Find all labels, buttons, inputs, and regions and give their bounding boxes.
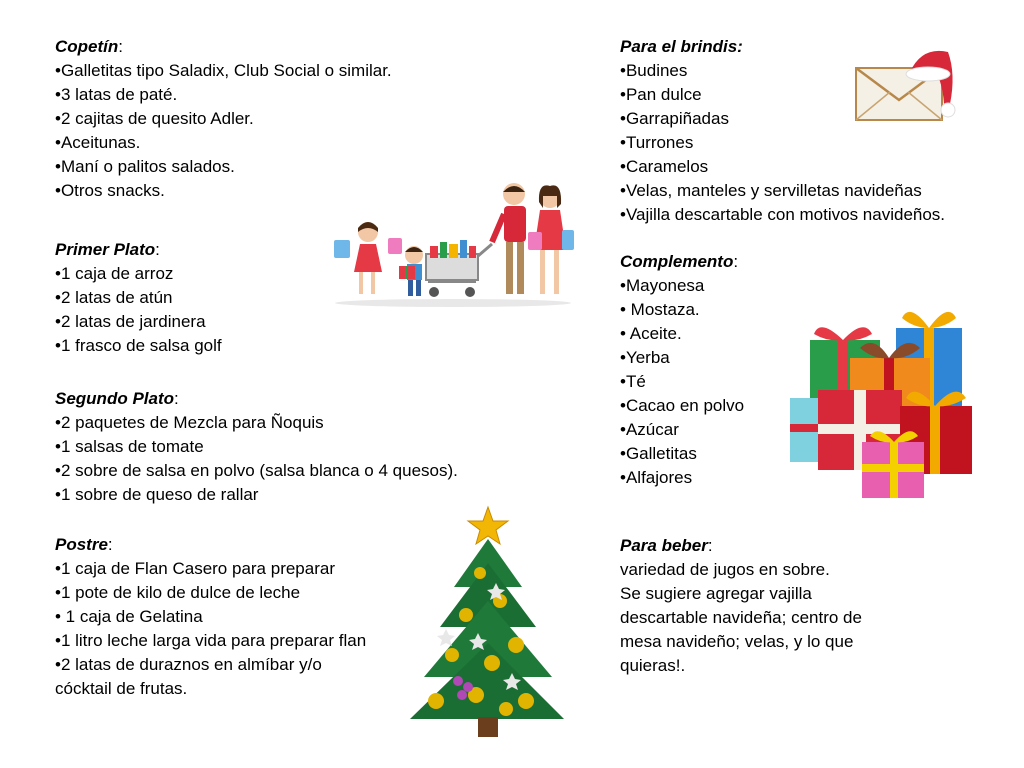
text-line: descartable navideña; centro de [620,608,862,627]
list-item: •Aceitunas. [55,133,141,152]
section-title: Para beber: [620,536,713,555]
text-line: variedad de jugos en sobre. [620,560,830,579]
section-title: Segundo Plato: [55,389,179,408]
list-item: •Otros snacks. [55,181,165,200]
list-item: •2 cajitas de quesito Adler. [55,109,254,128]
gift-pile-illustration [790,298,980,502]
list-item: •1 frasco de salsa golf [55,336,222,355]
list-item: •Galletitas [620,444,697,463]
section-beber [620,534,862,678]
list-item: •1 caja de arroz [55,264,174,283]
list-item: • Mostaza. [620,300,700,319]
list-item: •Alfajores [620,468,693,487]
list-item: •Galletitas tipo Saladix, Club Social o similar. [55,61,392,80]
section-title: Primer Plato: [55,240,160,259]
christmas-tree-illustration [396,505,566,741]
list-item: •Yerba [620,348,670,367]
list-item: cócktail de frutas. [55,679,188,698]
list-item: •2 latas de atún [55,288,173,307]
section-primer-plato [55,238,222,358]
section-title: Copetín: [55,37,124,56]
list-item: •1 salsas de tomate [55,437,204,456]
family-shopping-illustration [328,180,578,308]
envelope-santa-hat-icon [852,44,962,136]
list-item: •3 latas de paté. [55,85,178,104]
list-item: •1 pote de kilo de dulce de leche [55,583,301,602]
list-item: •2 paquetes de Mezcla para Ñoquis [55,413,324,432]
section-segundo-plato [55,387,458,507]
section-postre [55,533,366,701]
list-item: •2 sobre de salsa en polvo (salsa blanca o 4 quesos). [55,461,458,480]
list-item: •2 latas de duraznos en almíbar y/o [55,655,322,674]
list-item: •1 litro leche larga vida para preparar flan [55,631,367,650]
list-item: •1 sobre de queso de rallar [55,485,259,504]
list-item: •1 caja de Flan Casero para preparar [55,559,335,578]
text-line: mesa navideño; velas, y lo que [620,632,854,651]
list-item: •Vajilla descartable con motivos navideños. [620,205,946,224]
list-item: •Turrones [620,133,694,152]
list-item: •Mayonesa [620,276,705,295]
list-item: •Maní o palitos salados. [55,157,235,176]
list-item: •Té [620,372,646,391]
list-item: •Budines [620,61,688,80]
list-item: •2 latas de jardinera [55,312,206,331]
list-item: •Velas, manteles y servilletas navideñas [620,181,922,200]
section-title: Complemento: [620,252,739,271]
list-item: •Caramelos [620,157,709,176]
list-item: •Garrapiñadas [620,109,729,128]
list-item: • Aceite. [620,324,682,343]
list-item: • 1 caja de Gelatina [55,607,203,626]
section-complemento [620,250,744,490]
text-line: quieras!. [620,656,686,675]
section-copetin [55,35,392,203]
list-item: •Pan dulce [620,85,702,104]
text-line: Se sugiere agregar vajilla [620,584,812,603]
section-title: Postre: [55,535,113,554]
section-title: Para el brindis: [620,37,743,56]
list-item: •Cacao en polvo [620,396,745,415]
list-item: •Azúcar [620,420,679,439]
